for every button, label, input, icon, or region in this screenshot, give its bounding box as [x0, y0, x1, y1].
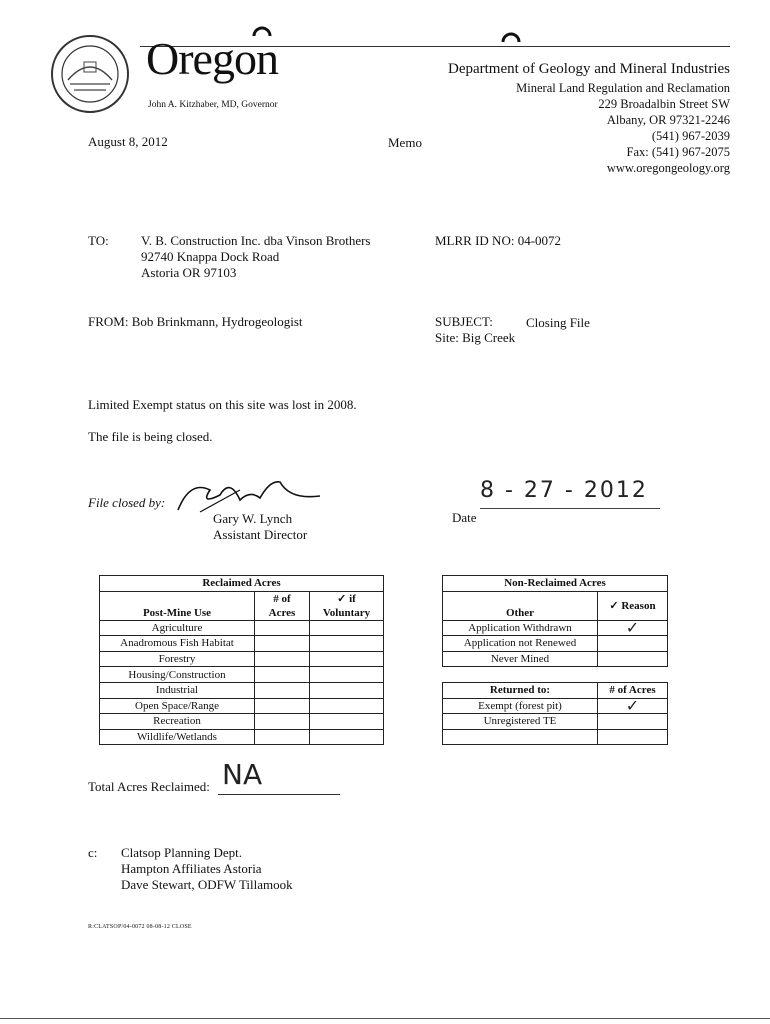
table-row — [100, 714, 384, 730]
table-row — [443, 698, 668, 714]
body-paragraph: The file is being closed. — [88, 429, 213, 444]
address-line: Mineral Land Regulation and Reclamation — [516, 81, 730, 95]
table-row — [443, 636, 668, 652]
table-row — [100, 698, 384, 714]
cc-item: Hampton Affiliates Astoria — [121, 861, 262, 876]
oregon-wordmark: Oregon — [146, 33, 278, 84]
row-label: Wildlife/Wetlands — [100, 729, 255, 745]
table-title: Reclaimed Acres — [100, 576, 384, 592]
acres-check-cell: ✓ — [598, 698, 668, 714]
website: www.oregongeology.org — [606, 161, 730, 175]
phone: (541) 967-2039 — [651, 129, 730, 143]
voluntary-cell — [310, 729, 384, 745]
column-header: Other — [443, 591, 598, 620]
table-title: Non-Reclaimed Acres — [443, 576, 668, 592]
oregon-state-seal — [50, 34, 130, 114]
table-row — [100, 682, 384, 698]
acres-cell — [255, 667, 310, 683]
signer-name: Gary W. Lynch — [213, 511, 293, 526]
date-underline — [480, 508, 660, 509]
reason-cell — [598, 636, 668, 652]
row-label: Exempt (forest pit) — [443, 698, 598, 714]
mlrr-id: MLRR ID NO: 04-0072 — [435, 233, 562, 248]
table-row — [100, 620, 384, 636]
address-line: Albany, OR 97321-2246 — [606, 113, 730, 127]
column-header: # of Acres — [598, 683, 668, 699]
column-header: # of Acres — [255, 591, 310, 620]
department-name: Department of Geology and Mineral Industries — [447, 61, 730, 77]
table-row — [100, 651, 384, 667]
row-label: Unregistered TE — [443, 714, 598, 730]
file-path-footer: R:CLATSOP/04-0072 08-08-12 CLOSE — [88, 924, 192, 930]
acres-cell — [255, 620, 310, 636]
row-label: Anadromous Fish Habitat — [100, 636, 255, 652]
table-row — [100, 729, 384, 745]
to-block — [141, 233, 370, 281]
acres-cell — [598, 714, 668, 730]
bottom-rule — [0, 1018, 770, 1019]
subject-label: SUBJECT: — [435, 314, 493, 329]
reason-cell — [598, 651, 668, 667]
table-row — [100, 667, 384, 683]
voluntary-cell — [310, 620, 384, 636]
non-reclaimed-acres-table — [442, 575, 668, 667]
column-header: Post-Mine Use — [100, 591, 255, 620]
governor-name: John A. Kitzhaber, MD, Governor — [148, 100, 278, 110]
subject-value: Closing File — [526, 315, 590, 330]
cc-item: Clatsop Planning Dept. — [121, 845, 242, 860]
to-label: TO: — [88, 233, 109, 248]
returned-to-table — [442, 682, 668, 745]
date-label: Date — [452, 510, 477, 525]
acres-cell — [598, 729, 668, 745]
cc-label: c: — [88, 845, 98, 860]
doc-type: Memo — [388, 135, 422, 150]
row-label: Application not Renewed — [443, 636, 598, 652]
acres-cell — [255, 682, 310, 698]
body-paragraph: Limited Exempt status on this site was lost in 2008. — [88, 397, 357, 412]
row-label: Recreation — [100, 714, 255, 730]
acres-cell — [255, 636, 310, 652]
column-header: Returned to: — [443, 683, 598, 699]
voluntary-cell — [310, 636, 384, 652]
department-address — [516, 80, 730, 176]
voluntary-cell — [310, 682, 384, 698]
header-ring-icon-right — [500, 28, 522, 55]
reclaimed-acres-table — [99, 575, 384, 745]
fax: Fax: (541) 967-2075 — [626, 145, 730, 159]
cc-list — [121, 845, 293, 893]
row-label: Housing/Construction — [100, 667, 255, 683]
voluntary-cell — [310, 667, 384, 683]
table-row — [443, 651, 668, 667]
address-line: 229 Broadalbin Street SW — [598, 97, 730, 111]
row-label: Agriculture — [100, 620, 255, 636]
acres-cell — [255, 714, 310, 730]
file-closed-label: File closed by: — [88, 495, 166, 510]
table-row — [443, 620, 668, 636]
cc-item: Dave Stewart, ODFW Tillamook — [121, 877, 293, 892]
acres-cell — [255, 729, 310, 745]
table-row — [100, 636, 384, 652]
row-label — [443, 729, 598, 745]
row-label: Open Space/Range — [100, 698, 255, 714]
row-label: Never Mined — [443, 651, 598, 667]
memo-date: August 8, 2012 — [88, 134, 168, 149]
reason-check-cell: ✓ — [598, 620, 668, 636]
voluntary-cell — [310, 714, 384, 730]
voluntary-cell — [310, 651, 384, 667]
to-line: V. B. Construction Inc. dba Vinson Brothers — [141, 233, 371, 248]
total-underline — [218, 794, 340, 795]
handwritten-date: 8 - 27 - 2012 — [480, 478, 648, 503]
from-line: FROM: Bob Brinkmann, Hydrogeologist — [88, 314, 303, 329]
acres-cell — [255, 651, 310, 667]
total-acres-label: Total Acres Reclaimed: — [88, 779, 210, 794]
to-line: 92740 Knappa Dock Road — [141, 249, 280, 264]
signer-title: Assistant Director — [213, 527, 308, 542]
to-line: Astoria OR 97103 — [141, 265, 237, 280]
site-line: Site: Big Creek — [435, 330, 516, 345]
voluntary-cell — [310, 698, 384, 714]
row-label: Forestry — [100, 651, 255, 667]
row-label: Industrial — [100, 682, 255, 698]
total-acres-value: NA — [222, 758, 263, 791]
column-header: ✓ Reason — [598, 591, 668, 620]
acres-cell — [255, 698, 310, 714]
row-label: Application Withdrawn — [443, 620, 598, 636]
column-header: ✓ if Voluntary — [310, 591, 384, 620]
table-row — [443, 714, 668, 730]
table-row — [443, 729, 668, 745]
